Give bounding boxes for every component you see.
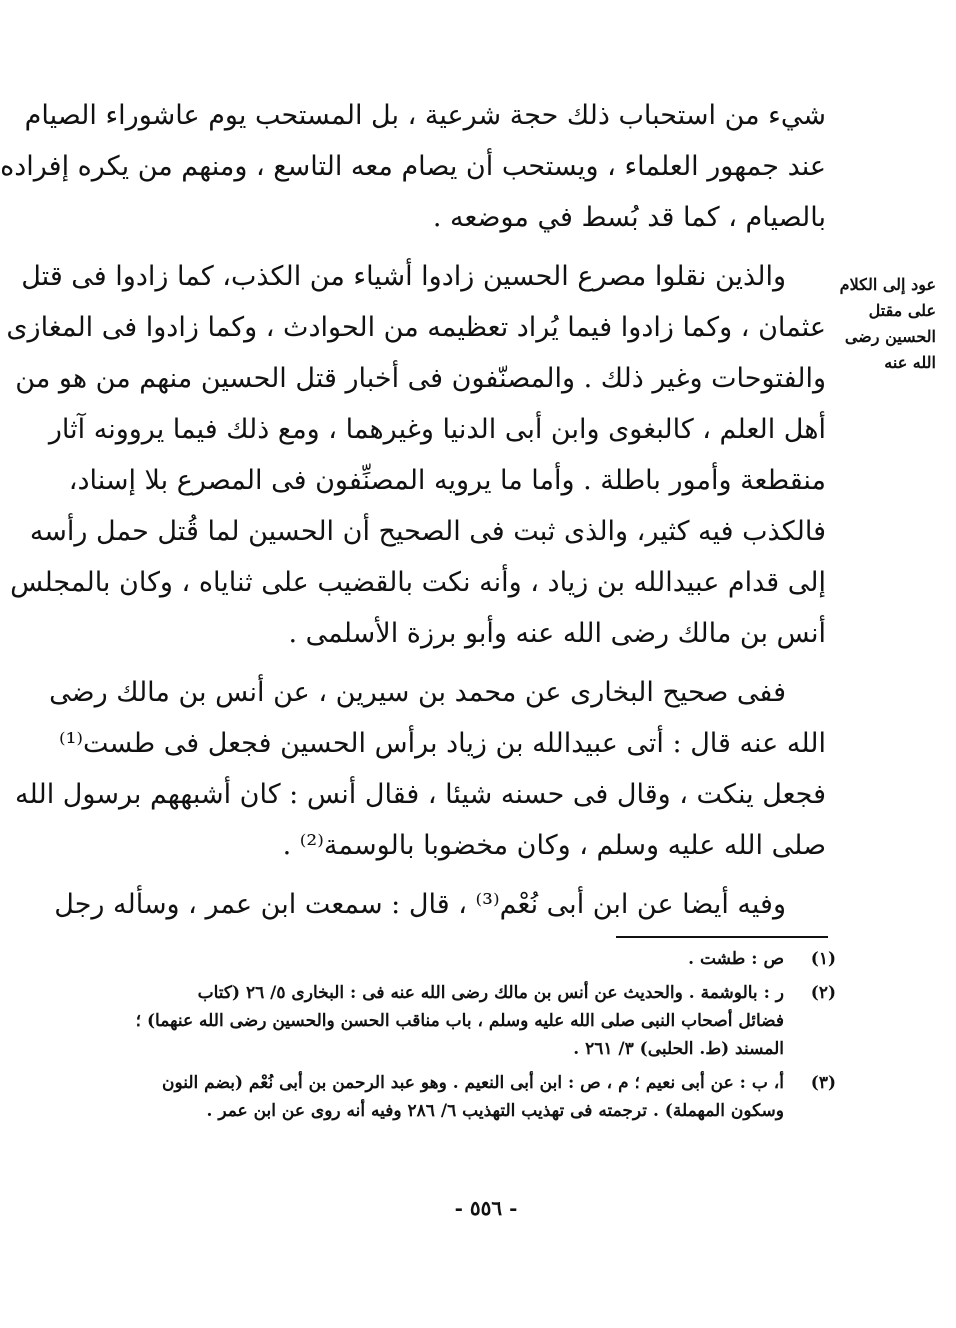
margin-note-line: الحسين رضى: [844, 327, 936, 346]
footnote-separator: [616, 936, 828, 938]
margin-note-line: عود إلى الكلام: [839, 275, 936, 294]
paragraph: [54, 879, 826, 930]
main-text: [0, 90, 826, 938]
footnote-line: فضائل أصحاب النبى صلى الله عليه وسلم ، باب مناقب الحسن والحسين رضى الله عنهما) ؛: [135, 1011, 784, 1031]
footnote-line: أ، ب : عن أبى نعيم ؛ م ، ص : ابن أبى النعيم . وهو عبد الرحمن بن أبى نُعْم (بضم النون: [161, 1073, 784, 1093]
paragraph: [0, 90, 826, 243]
text-line: الله عنه قال : أتى عبيدالله بن زياد برأس الحسين فجعل فى طست⁽¹⁾: [58, 728, 826, 759]
footnote-line: ر : بالوشمة . والحديث عن أنس بن مالك رضى الله عنه فى : البخارى ٥/ ٢٦ (كتاب: [197, 983, 784, 1003]
footnote-line: ص : طشت .: [688, 949, 784, 969]
footnote-number: (١): [810, 949, 836, 969]
footnote: [96, 979, 836, 1063]
page-number: - ٥٥٦ -: [454, 1196, 518, 1220]
text-line: والفتوحات وغير ذلك . والمصنّفون فى أخبار قتل الحسين منهم من هو من: [15, 363, 826, 394]
footnote-number: (٢): [810, 983, 836, 1003]
paragraph: [6, 251, 826, 659]
text-line: فالكذب فيه كثير، والذى ثبت فى الصحيح أن الحسين لما قُتل حمل رأسه: [29, 516, 826, 547]
text-line: إلى قدام عبيدالله بن زياد ، وأنه نكت بالقضيب على ثناياه ، وكان بالمجلس: [10, 567, 826, 598]
footnote-line: وسكون المهملة) . ترجمته فى تهذيب التهذيب ٦/ ٢٨٦ وفيه أنه روى عن ابن عمر .: [206, 1101, 784, 1121]
margin-note-line: على مقتل: [868, 301, 936, 320]
margin-note: [830, 272, 936, 376]
text-line: أهل العلم ، كالبغوى وابن أبى الدنيا وغيرهما ، ومع ذلك فيما يروونه آثار: [48, 414, 826, 445]
text-line: أنس بن مالك رضى الله عنه وأبو برزة الأسلمى .: [288, 618, 826, 649]
text-line: والذين نقلوا مصرع الحسين زادوا أشياء من الكذب، كما زادوا فى قتل: [21, 261, 786, 292]
margin-note-line: الله عنه: [884, 353, 936, 372]
footnotes: [96, 945, 836, 1131]
text-line: عند جمهور العلماء ، ويستحب أن يصام معه التاسع ، ومنهم من يكره إفراده: [0, 151, 826, 182]
footnote-line: المسند (ط. الحلبى) ٣/ ٢٦١ .: [573, 1039, 784, 1059]
footnote-number: (٣): [810, 1073, 836, 1093]
text-line: وفيه أيضا عن ابن أبى نُعْم⁽³⁾ ، قال : سمعت ابن عمر ، وسأله رجل: [54, 889, 786, 920]
text-line: عثمان ، وكما زادوا فيما يُراد تعظيمه من الحوادث ، وكما زادوا فى المغازى: [6, 312, 826, 343]
footnote: [96, 945, 836, 973]
text-line: بالصيام ، كما قد بُسط في موضعه .: [432, 202, 826, 233]
text-line: فجعل ينكت ، وقال فى حسنه شيئا ، فقال أنس : كان أشبههم برسول الله: [15, 779, 826, 810]
paragraph: [15, 667, 826, 871]
text-line: ففى صحيح البخارى عن محمد بن سيرين ، عن أنس بن مالك رضى: [49, 677, 786, 708]
footnote: [96, 1069, 836, 1125]
text-line: صلى الله عليه وسلم ، وكان مخضوبا بالوسمة⁽²⁾ .: [282, 830, 826, 861]
text-line: منقطعة وأمور باطلة . وأما ما يرويه المصنِّفون فى المصرع بلا إسناد،: [68, 465, 826, 496]
text-line: شيء من استحباب ذلك حجة شرعية ، بل المستحب يوم عاشوراء الصيام: [24, 100, 826, 131]
